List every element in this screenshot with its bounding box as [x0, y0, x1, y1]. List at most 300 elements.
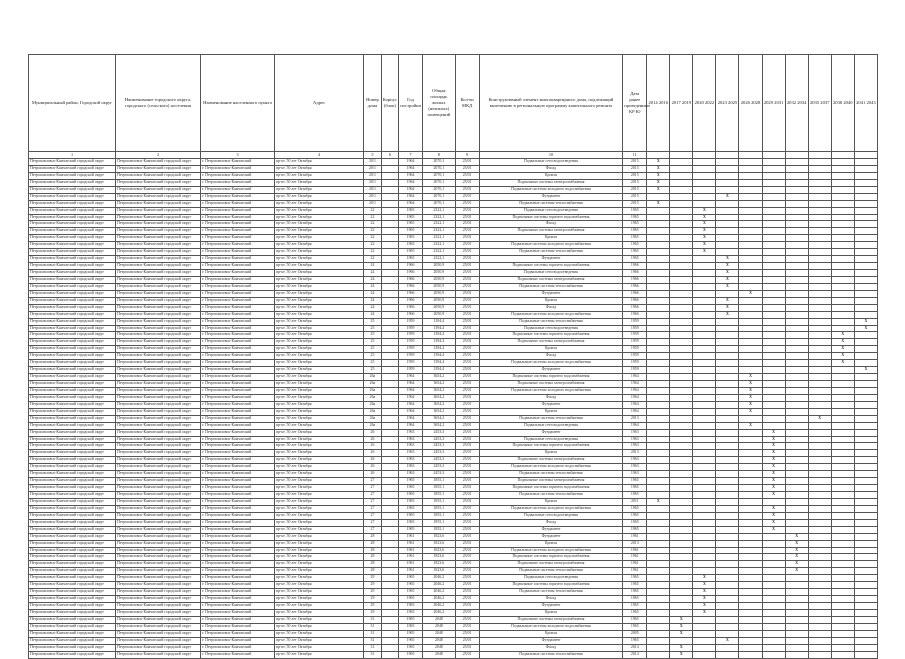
- mkd-cell: 25/01: [455, 415, 479, 422]
- period-cell: X: [739, 290, 762, 297]
- period-cell: [670, 492, 693, 499]
- locality-cell: г. Петропавловск-Камчатский: [200, 582, 274, 589]
- settlement-cell: Петропавловск-Камчатский городской округ: [116, 436, 201, 443]
- column-header: Год постройки: [399, 55, 423, 152]
- period-cell: [831, 526, 854, 533]
- district-cell: Петропавловск-Камчатский городской округ: [29, 186, 116, 193]
- period-cell: [762, 401, 785, 408]
- period-cell: [670, 464, 693, 471]
- locality-cell: г. Петропавловск-Камчатский: [200, 387, 274, 394]
- period-cell: [716, 471, 739, 478]
- table-row: [29, 651, 878, 658]
- period-cell: [762, 623, 785, 630]
- period-cell: [785, 464, 808, 471]
- period-cell: [693, 297, 716, 304]
- period-cell: [831, 276, 854, 283]
- period-cell: [693, 159, 716, 166]
- district-cell: Петропавловск-Камчатский городской округ: [29, 165, 116, 172]
- street-cell: пр-кт. 50 лет Октября: [275, 325, 364, 332]
- year-cell: 1964: [399, 179, 423, 186]
- house-number-cell: 31: [364, 644, 381, 651]
- area-cell: 1855,1: [423, 478, 456, 485]
- area-cell: 3654,2: [423, 374, 456, 381]
- period-cell: [854, 242, 877, 249]
- block-cell: [381, 235, 398, 242]
- year-cell: 1966: [399, 311, 423, 318]
- period-cell: [647, 353, 670, 360]
- repair-date-cell: 1965: [623, 623, 647, 630]
- period-cell: [693, 637, 716, 644]
- year-cell: 1965: [399, 582, 423, 589]
- element-cell: Подвальные сети водоотведения: [479, 325, 623, 332]
- period-cell: [808, 374, 831, 381]
- period-cell: [762, 221, 785, 228]
- table-row: [29, 387, 878, 394]
- period-cell: X: [831, 332, 854, 339]
- period-cell: [716, 616, 739, 623]
- district-cell: Петропавловск-Камчатский городской округ: [29, 637, 116, 644]
- locality-cell: г. Петропавловск-Камчатский: [200, 318, 274, 325]
- locality-cell: г. Петропавловск-Камчатский: [200, 186, 274, 193]
- house-number-cell: 26а: [364, 381, 381, 388]
- block-cell: [381, 651, 398, 658]
- period-cell: [808, 283, 831, 290]
- block-cell: [381, 304, 398, 311]
- period-cell: [693, 318, 716, 325]
- repair-date-cell: 1966: [623, 283, 647, 290]
- year-cell: 1965: [399, 221, 423, 228]
- district-cell: Петропавловск-Камчатский городской округ: [29, 270, 116, 277]
- period-cell: [647, 471, 670, 478]
- house-number-cell: 24: [364, 283, 381, 290]
- mkd-cell: 25/01: [455, 394, 479, 401]
- period-cell: [854, 346, 877, 353]
- locality-cell: г. Петропавловск-Камчатский: [200, 332, 274, 339]
- period-cell: [670, 457, 693, 464]
- period-cell: [831, 651, 854, 658]
- period-cell: [785, 471, 808, 478]
- locality-cell: г. Петропавловск-Камчатский: [200, 589, 274, 596]
- period-cell: [693, 443, 716, 450]
- year-cell: 1964: [399, 186, 423, 193]
- period-cell: [854, 228, 877, 235]
- period-cell: [647, 263, 670, 270]
- period-cell: [785, 228, 808, 235]
- repair-date-cell: 2005: [623, 630, 647, 637]
- period-cell: [854, 443, 877, 450]
- settlement-cell: Петропавловск-Камчатский городской округ: [116, 429, 201, 436]
- district-cell: Петропавловск-Камчатский городской округ: [29, 443, 116, 450]
- column-number: 1: [29, 152, 116, 159]
- period-cell: [854, 165, 877, 172]
- locality-cell: г. Петропавловск-Камчатский: [200, 596, 274, 603]
- settlement-cell: Петропавловск-Камчатский городской округ: [116, 401, 201, 408]
- period-cell: [785, 387, 808, 394]
- column-header: 2020 2022: [693, 55, 716, 152]
- column-header: Номер дома: [364, 55, 381, 152]
- district-cell: Петропавловск-Камчатский городской округ: [29, 422, 116, 429]
- period-cell: [808, 381, 831, 388]
- year-cell: 1964: [399, 165, 423, 172]
- period-cell: [670, 159, 693, 166]
- period-cell: [693, 436, 716, 443]
- period-cell: [647, 561, 670, 568]
- repair-date-cell: 1963: [623, 436, 647, 443]
- period-cell: [739, 242, 762, 249]
- block-cell: [381, 492, 398, 499]
- period-cell: [716, 568, 739, 575]
- repair-date-cell: 1964: [623, 401, 647, 408]
- period-cell: [785, 172, 808, 179]
- mkd-cell: 25/01: [455, 401, 479, 408]
- block-cell: [381, 568, 398, 575]
- period-cell: [785, 179, 808, 186]
- locality-cell: г. Петропавловск-Камчатский: [200, 200, 274, 207]
- street-cell: пр-кт. 50 лет Октября: [275, 387, 364, 394]
- period-cell: [693, 179, 716, 186]
- street-cell: пр-кт. 50 лет Октября: [275, 512, 364, 519]
- period-cell: [670, 374, 693, 381]
- street-cell: пр-кт. 50 лет Октября: [275, 304, 364, 311]
- locality-cell: г. Петропавловск-Камчатский: [200, 561, 274, 568]
- period-cell: [831, 249, 854, 256]
- period-cell: [716, 415, 739, 422]
- table-row: [29, 609, 878, 616]
- period-cell: [785, 165, 808, 172]
- period-cell: [808, 221, 831, 228]
- period-cell: [739, 568, 762, 575]
- element-cell: Фасад: [479, 353, 623, 360]
- district-cell: Петропавловск-Камчатский городской округ: [29, 582, 116, 589]
- locality-cell: г. Петропавловск-Камчатский: [200, 478, 274, 485]
- period-cell: X: [739, 394, 762, 401]
- period-cell: [716, 325, 739, 332]
- year-cell: 1963: [399, 436, 423, 443]
- period-cell: [670, 346, 693, 353]
- table-row: [29, 214, 878, 221]
- period-cell: [762, 339, 785, 346]
- locality-cell: г. Петропавловск-Камчатский: [200, 616, 274, 623]
- period-cell: [831, 297, 854, 304]
- street-cell: пр-кт. 50 лет Октября: [275, 318, 364, 325]
- table-row: [29, 415, 878, 422]
- period-cell: [716, 603, 739, 610]
- repair-date-cell: 1961: [623, 533, 647, 540]
- period-cell: [739, 436, 762, 443]
- repair-program-table: [28, 54, 878, 659]
- period-cell: [808, 575, 831, 582]
- period-cell: [808, 630, 831, 637]
- district-cell: Петропавловск-Камчатский городской округ: [29, 519, 116, 526]
- period-cell: [693, 360, 716, 367]
- period-cell: [854, 589, 877, 596]
- locality-cell: г. Петропавловск-Камчатский: [200, 505, 274, 512]
- repair-date-cell: 1965: [623, 249, 647, 256]
- table-row: [29, 394, 878, 401]
- mkd-cell: 25/01: [455, 533, 479, 540]
- block-cell: [381, 533, 398, 540]
- period-cell: [831, 457, 854, 464]
- period-cell: [762, 374, 785, 381]
- mkd-cell: 25/01: [455, 193, 479, 200]
- district-cell: Петропавловск-Камчатский городской округ: [29, 290, 116, 297]
- period-cell: [670, 339, 693, 346]
- mkd-cell: 25/01: [455, 256, 479, 263]
- mkd-cell: 25/01: [455, 623, 479, 630]
- locality-cell: г. Петропавловск-Камчатский: [200, 533, 274, 540]
- year-cell: 1965: [399, 242, 423, 249]
- table-row: [29, 575, 878, 582]
- mkd-cell: 25/01: [455, 485, 479, 492]
- period-cell: [670, 256, 693, 263]
- mkd-cell: 25/01: [455, 339, 479, 346]
- period-cell: [693, 547, 716, 554]
- period-cell: [762, 561, 785, 568]
- area-cell: 1394,4: [423, 346, 456, 353]
- period-cell: [693, 304, 716, 311]
- street-cell: пр-кт. 50 лет Октября: [275, 603, 364, 610]
- period-cell: [693, 381, 716, 388]
- column-number: 5: [364, 152, 381, 159]
- mkd-cell: 25/01: [455, 443, 479, 450]
- element-cell: Подвальные системы теплоснабжения: [479, 471, 623, 478]
- year-cell: 1965: [399, 644, 423, 651]
- block-cell: [381, 290, 398, 297]
- period-cell: [670, 228, 693, 235]
- period-cell: [693, 450, 716, 457]
- repair-date-cell: 1964: [623, 394, 647, 401]
- district-cell: Петропавловск-Камчатский городской округ: [29, 450, 116, 457]
- period-cell: [670, 582, 693, 589]
- column-header: Адрес: [275, 55, 364, 152]
- repair-date-cell: 1963: [623, 464, 647, 471]
- period-cell: [854, 609, 877, 616]
- settlement-cell: Петропавловск-Камчатский городской округ: [116, 464, 201, 471]
- period-cell: X: [716, 263, 739, 270]
- settlement-cell: Петропавловск-Камчатский городской округ: [116, 582, 201, 589]
- period-cell: [808, 485, 831, 492]
- settlement-cell: Петропавловск-Камчатский городской округ: [116, 623, 201, 630]
- period-cell: X: [739, 381, 762, 388]
- year-cell: 1965: [399, 256, 423, 263]
- period-cell: [693, 165, 716, 172]
- column-number: [808, 152, 831, 159]
- repair-date-cell: 1959: [623, 353, 647, 360]
- block-cell: [381, 471, 398, 478]
- period-cell: [716, 540, 739, 547]
- block-cell: [381, 270, 398, 277]
- settlement-cell: Петропавловск-Камчатский городской округ: [116, 367, 201, 374]
- settlement-cell: Петропавловск-Камчатский городской округ: [116, 533, 201, 540]
- mkd-cell: 25/01: [455, 374, 479, 381]
- element-cell: Подвальные системы теплоснабжения: [479, 589, 623, 596]
- table-row: [29, 221, 878, 228]
- house-number-cell: 25: [364, 367, 381, 374]
- period-cell: [808, 297, 831, 304]
- table-row: [29, 367, 878, 374]
- element-cell: Фасад: [479, 519, 623, 526]
- street-cell: пр-кт. 50 лет Октября: [275, 332, 364, 339]
- period-cell: [854, 401, 877, 408]
- period-cell: [693, 374, 716, 381]
- period-cell: [716, 172, 739, 179]
- table-row: [29, 450, 878, 457]
- period-cell: X: [785, 540, 808, 547]
- district-cell: Петропавловск-Камчатский городской округ: [29, 387, 116, 394]
- element-cell: Фундамент: [479, 429, 623, 436]
- column-header: Общая площадь жилых (нежилых) помещений: [423, 55, 456, 152]
- period-cell: [693, 540, 716, 547]
- house-number-cell: 31: [364, 616, 381, 623]
- period-cell: X: [716, 276, 739, 283]
- repair-date-cell: 1965: [623, 221, 647, 228]
- period-cell: [716, 512, 739, 519]
- locality-cell: г. Петропавловск-Камчатский: [200, 193, 274, 200]
- period-cell: [716, 242, 739, 249]
- period-cell: [831, 519, 854, 526]
- street-cell: пр-кт. 50 лет Октября: [275, 596, 364, 603]
- mkd-cell: 25/01: [455, 526, 479, 533]
- period-cell: [762, 179, 785, 186]
- mkd-cell: 25/01: [455, 276, 479, 283]
- period-cell: X: [831, 346, 854, 353]
- period-cell: [670, 394, 693, 401]
- column-header: 2029 2031: [762, 55, 785, 152]
- period-cell: [762, 596, 785, 603]
- street-cell: пр-кт. 50 лет Октября: [275, 519, 364, 526]
- period-cell: [808, 242, 831, 249]
- mkd-cell: 25/01: [455, 505, 479, 512]
- period-cell: [831, 235, 854, 242]
- period-cell: [808, 623, 831, 630]
- house-number-cell: 24: [364, 276, 381, 283]
- mkd-cell: 25/01: [455, 387, 479, 394]
- period-cell: [854, 492, 877, 499]
- period-cell: [647, 505, 670, 512]
- street-cell: пр-кт. 50 лет Октября: [275, 485, 364, 492]
- period-cell: [647, 609, 670, 616]
- year-cell: 1964: [399, 200, 423, 207]
- table-row: [29, 443, 878, 450]
- year-cell: 1966: [399, 263, 423, 270]
- year-cell: 1965: [399, 603, 423, 610]
- period-cell: [716, 387, 739, 394]
- street-cell: пр-кт. 50 лет Октября: [275, 193, 364, 200]
- period-cell: [808, 339, 831, 346]
- period-cell: [670, 193, 693, 200]
- period-cell: [647, 304, 670, 311]
- house-number-cell: 25: [364, 332, 381, 339]
- period-cell: [739, 165, 762, 172]
- mkd-cell: 25/01: [455, 616, 479, 623]
- house-number-cell: 27: [364, 519, 381, 526]
- block-cell: [381, 242, 398, 249]
- period-cell: [785, 200, 808, 207]
- area-cell: 2050,9: [423, 297, 456, 304]
- area-cell: 2046,2: [423, 589, 456, 596]
- element-cell: Подвальные сети водоотведения: [479, 159, 623, 166]
- column-header: 2032 2034: [785, 55, 808, 152]
- mkd-cell: 25/01: [455, 596, 479, 603]
- house-number-cell: 26а: [364, 401, 381, 408]
- period-cell: [670, 429, 693, 436]
- period-cell: [785, 374, 808, 381]
- block-cell: [381, 408, 398, 415]
- period-cell: [670, 311, 693, 318]
- element-cell: Фундамент: [479, 533, 623, 540]
- period-cell: [785, 353, 808, 360]
- repair-date-cell: 1965: [623, 616, 647, 623]
- street-cell: пр-кт. 50 лет Октября: [275, 283, 364, 290]
- period-cell: [716, 630, 739, 637]
- element-cell: Подвальные сети водоотведения: [479, 422, 623, 429]
- table-row: [29, 332, 878, 339]
- district-cell: Петропавловск-Камчатский городской округ: [29, 263, 116, 270]
- period-cell: X: [716, 270, 739, 277]
- period-cell: [808, 165, 831, 172]
- block-cell: [381, 318, 398, 325]
- table-row: [29, 353, 878, 360]
- block-cell: [381, 193, 398, 200]
- period-cell: [808, 346, 831, 353]
- house-number-cell: 28: [364, 533, 381, 540]
- block-cell: [381, 311, 398, 318]
- street-cell: пр-кт. 50 лет Октября: [275, 436, 364, 443]
- street-cell: пр-кт. 50 лет Октября: [275, 533, 364, 540]
- street-cell: пр-кт. 50 лет Октября: [275, 547, 364, 554]
- period-cell: [762, 332, 785, 339]
- period-cell: [762, 381, 785, 388]
- period-cell: [854, 297, 877, 304]
- element-cell: Подвальные системы электроснабжения: [479, 478, 623, 485]
- district-cell: Петропавловск-Камчатский городской округ: [29, 547, 116, 554]
- area-cell: 2046,2: [423, 603, 456, 610]
- column-number: 7: [399, 152, 423, 159]
- period-cell: [831, 498, 854, 505]
- block-cell: [381, 609, 398, 616]
- table-row: [29, 436, 878, 443]
- table-row: [29, 526, 878, 533]
- period-cell: [670, 575, 693, 582]
- period-cell: [762, 387, 785, 394]
- period-cell: [647, 193, 670, 200]
- year-cell: 1959: [399, 332, 423, 339]
- locality-cell: г. Петропавловск-Камчатский: [200, 623, 274, 630]
- settlement-cell: Петропавловск-Камчатский городской округ: [116, 263, 201, 270]
- period-cell: [739, 415, 762, 422]
- locality-cell: г. Петропавловск-Камчатский: [200, 367, 274, 374]
- district-cell: Петропавловск-Камчатский городской округ: [29, 311, 116, 318]
- period-cell: [831, 228, 854, 235]
- header-row: [29, 55, 878, 152]
- period-cell: X: [693, 575, 716, 582]
- street-cell: пр-кт. 50 лет Октября: [275, 644, 364, 651]
- period-cell: [854, 623, 877, 630]
- period-cell: [808, 214, 831, 221]
- repair-date-cell: 1965: [623, 596, 647, 603]
- settlement-cell: Петропавловск-Камчатский городской округ: [116, 339, 201, 346]
- mkd-cell: 25/01: [455, 478, 479, 485]
- period-cell: [785, 242, 808, 249]
- column-number: 2: [116, 152, 201, 159]
- period-cell: [854, 505, 877, 512]
- element-cell: Кровля: [479, 408, 623, 415]
- locality-cell: г. Петропавловск-Камчатский: [200, 457, 274, 464]
- element-cell: Подвальные системы электроснабжения: [479, 381, 623, 388]
- district-cell: Петропавловск-Камчатский городской округ: [29, 596, 116, 603]
- locality-cell: г. Петропавловск-Камчатский: [200, 360, 274, 367]
- period-cell: [854, 616, 877, 623]
